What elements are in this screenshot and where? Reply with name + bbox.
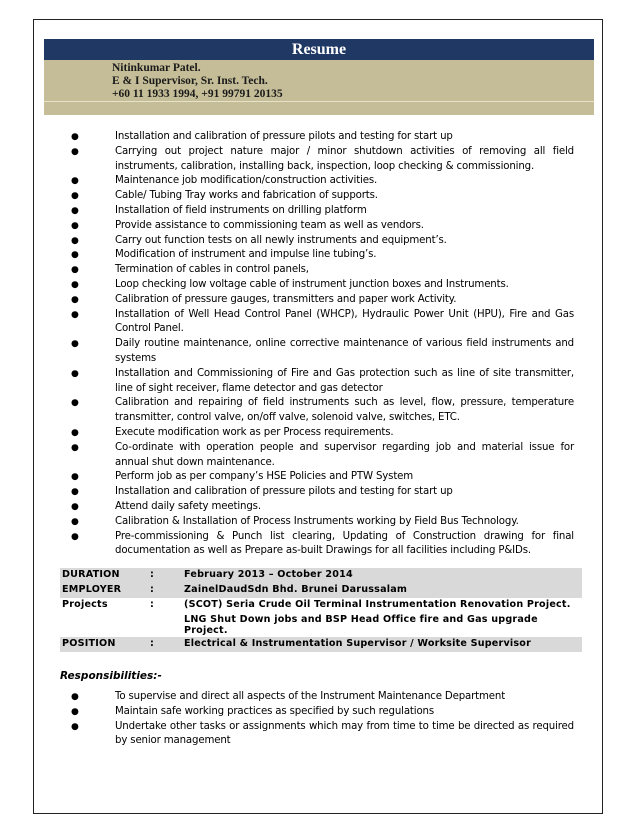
duty-item	[60, 130, 574, 145]
duty-item-text: Co-ordinate with operation people and supervisor regarding job and material issue for annual shut down maintenance.	[115, 441, 574, 468]
duty-item-text: Termination of cables in control panels,	[115, 264, 309, 276]
bullet-icon: ●	[71, 368, 79, 379]
resume-title: Resume	[44, 39, 594, 60]
employer-value: ZainelDaudSdn Bhd. Brunei Darussalam	[182, 583, 582, 598]
duty-item	[60, 426, 574, 441]
bullet-icon: ●	[71, 279, 79, 290]
position-label: POSITION	[60, 637, 148, 652]
duty-item	[60, 248, 574, 263]
bullet-icon: ●	[71, 442, 79, 453]
projects-row	[60, 598, 582, 613]
duty-item-text: Calibration of pressure gauges, transmitters and paper work Activity.	[115, 293, 457, 305]
duty-item	[60, 308, 574, 338]
bullet-icon: ●	[71, 472, 79, 483]
bullet-icon: ●	[71, 692, 79, 702]
bullet-icon: ●	[71, 501, 79, 512]
bullet-icon: ●	[71, 706, 79, 717]
bullet-icon: ●	[71, 176, 79, 187]
duty-item-text: Carry out function tests on all newly instruments and equipment’s.	[115, 234, 447, 246]
job-info-table	[60, 568, 582, 652]
project-2: LNG Shut Down jobs and BSP Head Office fire and Gas upgrade Project.	[184, 614, 538, 636]
position-value: Electrical & Instrumentation Supervisor / Worksite Supervisor	[182, 637, 582, 652]
responsibility-item	[60, 720, 574, 750]
duty-item-text: Calibration and repairing of field instruments such as level, flow, pressure, temperature transmitter, control valve, on/off valve, solenoid valve, switches, ETC.	[115, 397, 574, 424]
duty-item	[60, 263, 574, 278]
duty-item-text: Modification of instrument and impulse line tubing’s.	[115, 249, 377, 261]
project-1: (SCOT) Seria Crude Oil Terminal Instrumentation Renovation Project.	[184, 599, 571, 610]
position-row	[60, 637, 582, 652]
duty-item-text: Cable/ Tubing Tray works and fabrication of supports.	[115, 190, 378, 202]
responsibility-item	[60, 705, 574, 720]
candidate-role: E & I Supervisor, Sr. Inst. Tech.	[112, 75, 268, 87]
duty-item-text: Installation and calibration of pressure pilots and testing for start up	[115, 486, 453, 498]
bullet-icon: ●	[71, 339, 79, 350]
duty-item-text: Calibration & Installation of Process Instruments working by Field Bus Technology.	[115, 515, 519, 527]
bullet-icon: ●	[71, 294, 79, 305]
duty-item-text: Execute modification work as per Process requirements.	[115, 426, 394, 438]
duty-item	[60, 470, 574, 485]
duty-item	[60, 278, 574, 293]
bullet-icon: ●	[71, 487, 79, 498]
bullet-icon: ●	[71, 398, 79, 409]
duty-item-text: Installation and Commissioning of Fire and Gas protection such as line of site transmitter, line of sight receiver, flame detector and gas detector	[115, 367, 574, 394]
duty-item-text: Installation of field instruments on drilling platform	[115, 204, 367, 216]
candidate-name: Nitinkumar Patel.	[112, 62, 201, 74]
responsibilities-heading: Responsibilities:-	[60, 670, 162, 682]
projects-label: Projects	[62, 599, 108, 610]
duty-item	[60, 219, 574, 234]
duty-item-text: Installation of Well Head Control Panel (WHCP), Hydraulic Power Unit (HPU), Fire and Gas Control Panel.	[115, 308, 574, 335]
duty-item	[60, 234, 574, 249]
duty-item	[60, 485, 574, 500]
bullet-icon: ●	[71, 265, 79, 276]
duty-item	[60, 515, 574, 530]
bullet-icon: ●	[71, 531, 79, 542]
bullet-icon: ●	[71, 427, 79, 438]
header-box	[44, 60, 594, 115]
colon: :	[148, 568, 182, 583]
employer-row	[60, 583, 582, 598]
duty-item	[60, 367, 574, 397]
duty-item-text: Provide assistance to commissioning team as well as vendors.	[115, 219, 424, 231]
bullet-icon: ●	[71, 146, 79, 157]
bullet-icon: ●	[71, 132, 79, 142]
duty-item	[60, 441, 574, 471]
duty-item	[60, 396, 574, 426]
responsibility-item-text: To supervise and direct all aspects of the Instrument Maintenance Department	[115, 691, 506, 702]
duty-item	[60, 530, 574, 560]
duties-list	[60, 130, 574, 559]
duty-item	[60, 293, 574, 308]
projects-row-2	[60, 613, 582, 637]
bullet-icon: ●	[71, 220, 79, 231]
duty-item-text: Installation and calibration of pressure pilots and testing for start up	[115, 131, 453, 142]
responsibility-item-text: Maintain safe working practices as specified by such regulations	[115, 705, 435, 717]
duty-item	[60, 337, 574, 367]
colon: :	[150, 599, 155, 610]
bullet-icon: ●	[71, 516, 79, 527]
duty-item	[60, 204, 574, 219]
responsibilities-list	[60, 690, 574, 749]
duty-item-text: Daily routine maintenance, online corrective maintenance of various field instruments and systems	[115, 338, 574, 364]
duty-item-text: Maintenance job modification/construction activities.	[115, 175, 378, 187]
duty-item	[60, 174, 574, 189]
duration-value: February 2013 – October 2014	[182, 568, 582, 583]
duty-item-text: Perform job as per company’s HSE Policies and PTW System	[115, 471, 414, 483]
bullet-icon: ●	[71, 205, 79, 216]
duty-item-text: Carrying out project nature major / minor shutdown activities of removing all field instruments, calibration, installing back, inspection, loop checking & commissioning.	[115, 145, 574, 172]
duty-item	[60, 189, 574, 204]
employer-label: EMPLOYER	[60, 583, 148, 598]
colon: :	[148, 583, 182, 598]
duty-item-text: Loop checking low voltage cable of instrument junction boxes and Instruments.	[115, 278, 509, 290]
duty-item-text: Pre-commissioning & Punch list clearing, Updating of Construction drawing for final documentation as well as Prepare as-built Drawings for all facilities including P&IDs.	[115, 530, 574, 557]
bullet-icon: ●	[71, 250, 79, 261]
duty-item-text: Attend daily safety meetings.	[115, 500, 261, 512]
duration-label: DURATION	[60, 568, 148, 583]
bullet-icon: ●	[71, 309, 79, 320]
duty-item	[60, 145, 574, 175]
header-divider	[44, 101, 594, 102]
bullet-icon: ●	[71, 191, 79, 202]
duration-row	[60, 568, 582, 583]
candidate-phone: +60 11 1933 1994, +91 99791 20135	[112, 88, 283, 100]
bullet-icon: ●	[71, 235, 79, 246]
bullet-icon: ●	[71, 721, 79, 732]
responsibility-item	[60, 690, 574, 705]
duty-item	[60, 500, 574, 515]
colon: :	[148, 637, 182, 652]
responsibility-item-text: Undertake other tasks or assignments which may from time to time be directed as required by senior management	[115, 720, 574, 747]
